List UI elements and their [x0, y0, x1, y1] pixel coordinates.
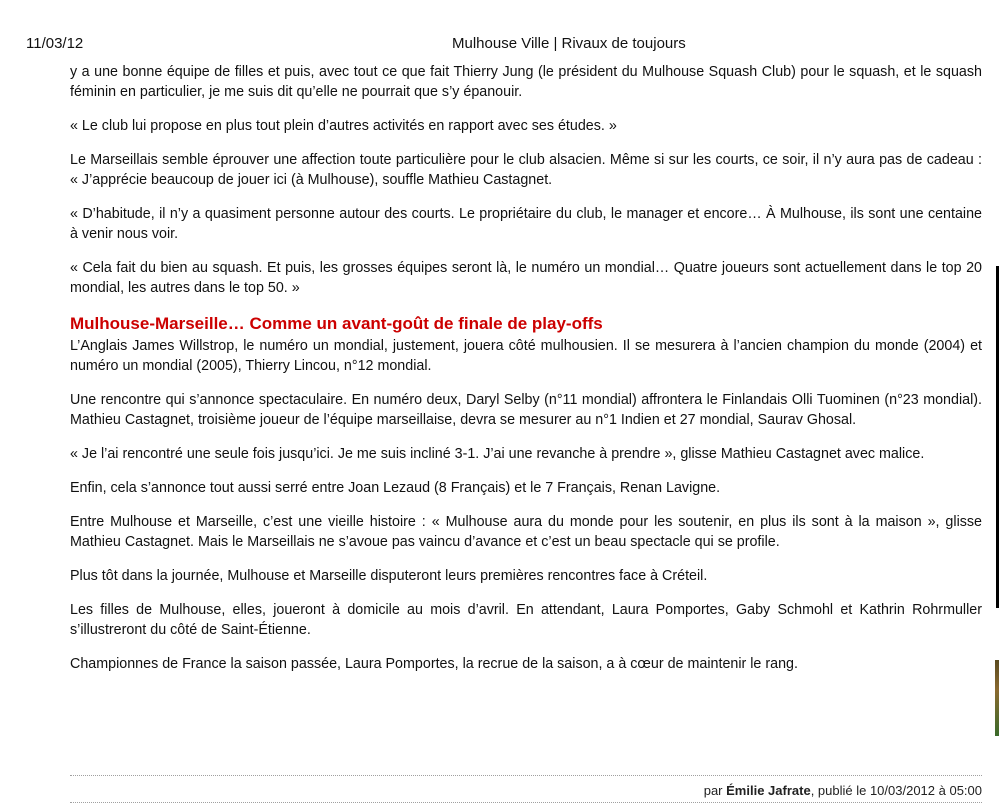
article-paragraph: « Le club lui propose en plus tout plein d’autres activités en rapport avec ses études. »: [70, 118, 617, 134]
byline-divider-bottom: [70, 802, 982, 803]
article-body: [70, 62, 982, 688]
article-subheading: Mulhouse-Marseille… Comme un avant-goût de finale de play-offs: [70, 314, 603, 333]
article-paragraph: Entre Mulhouse et Marseille, c’est une vieille histoire : « Mulhouse aura du monde pour les soutenir, en plus ils sont à la maison », glisse Mathieu Castagnet. Mais le Marseillais ne s’avoue pas vaincu d’avance et c’est un beau spectacle qui se profile.: [70, 514, 982, 550]
print-date: 11/03/12: [26, 35, 84, 52]
article-paragraph: L’Anglais James Willstrop, le numéro un mondial, justement, jouera côté mulhousien. Il se mesurera à l’ancien champion du monde (2004) et numéro un mondial (2005), Thierry Lincou, n°12 mondial.: [70, 338, 982, 374]
article-paragraph: « Cela fait du bien au squash. Et puis, les grosses équipes seront là, le numéro un mondial… Quatre joueurs sont actuellement dans le top 20 mondial, les autres dans le top 50. »: [70, 260, 982, 296]
byline-published: , publié le 10/03/2012 à 05:00: [810, 783, 982, 798]
article-paragraph: « Je l’ai rencontré une seule fois jusqu’ici. Je me suis incliné 3-1. J’ai une revanche à prendre », glisse Mathieu Castagnet avec malice.: [70, 446, 925, 462]
article-paragraph: Championnes de France la saison passée, Laura Pomportes, la recrue de la saison, a à cœur de maintenir le rang.: [70, 656, 798, 672]
article-paragraph: Le Marseillais semble éprouver une affection toute particulière pour le club alsacien. Même si sur les courts, ce soir, il n’y aura pas de cadeau : « J’apprécie beaucoup de jouer ici (à Mulhouse), souffle Mathieu Castagnet.: [70, 152, 982, 188]
article-paragraph: « D’habitude, il n’y a quasiment personne autour des courts. Le propriétaire du club, le manager et encore… À Mulhouse, ils sont une centaine à venir nous voir.: [70, 206, 982, 242]
print-header: [0, 34, 999, 54]
article-paragraph: Une rencontre qui s’annonce spectaculaire. En numéro deux, Daryl Selby (n°11 mondial) affrontera le Finlandais Olli Tuominen (n°23 mondial). Mathieu Castagnet, troisième joueur de l’équipe marseillaise, devra se mesurer au n°1 Indien et 27 mondial, Saurav Ghosal.: [70, 392, 982, 428]
article-paragraph: Plus tôt dans la journée, Mulhouse et Marseille disputeront leurs premières rencontres face à Créteil.: [70, 568, 708, 584]
byline-prefix: par: [703, 783, 723, 798]
article-paragraph: Les filles de Mulhouse, elles, joueront à domicile au mois d’avril. En attendant, Laura Pomportes, Gaby Schmohl et Kathrin Rohrmuller s’illustreront du côté de Saint-Étienne.: [70, 602, 982, 638]
byline-author: Émilie Jafrate: [726, 783, 811, 798]
page-edge-image-strip: [995, 660, 999, 736]
byline-divider-top: [70, 775, 982, 776]
article-paragraph: y a une bonne équipe de filles et puis, avec tout ce que fait Thierry Jung (le président du Mulhouse Squash Club) pour le squash, et le squash féminin en particulier, je me suis dit qu’elle ne pourrait que s’y épanouir.: [70, 64, 982, 100]
article-paragraph: Enfin, cela s’annonce tout aussi serré entre Joan Lezaud (8 Français) et le 7 Français, Renan Lavigne.: [70, 480, 721, 496]
article-byline: [70, 783, 982, 799]
print-page-title: Mulhouse Ville | Rivaux de toujours: [452, 35, 686, 52]
